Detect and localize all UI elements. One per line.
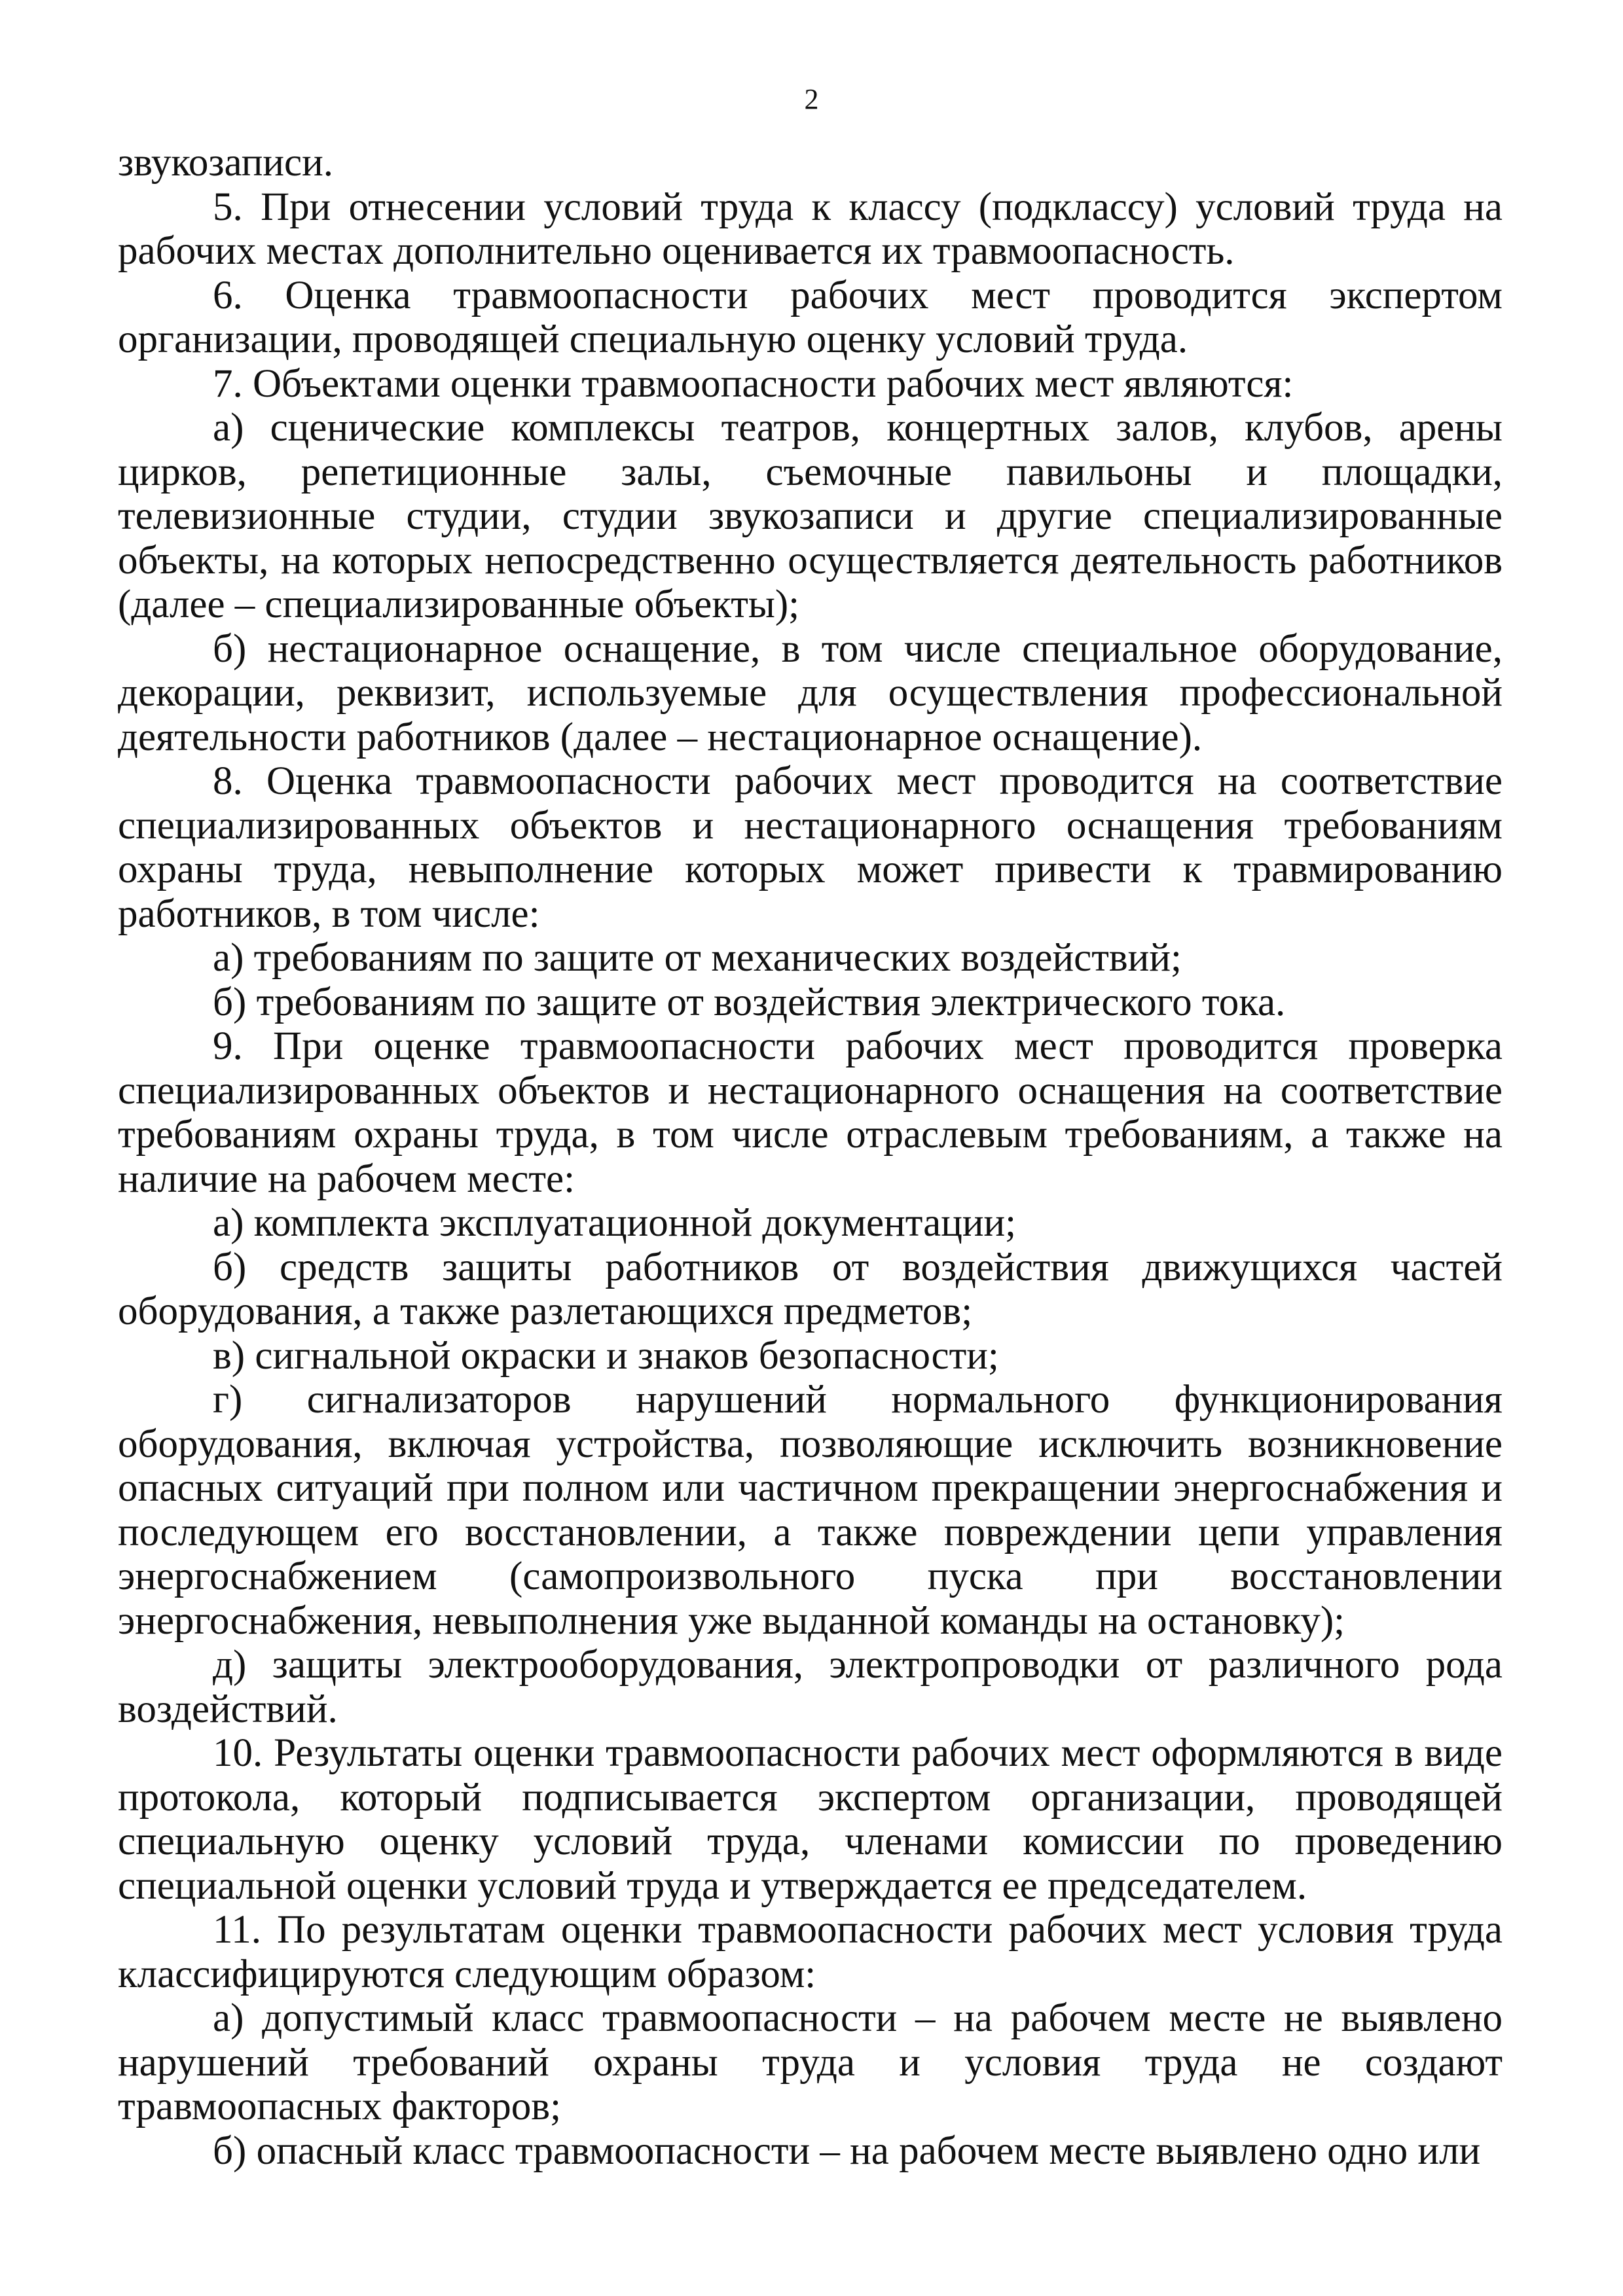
paragraph-item-9g: г) сигнализаторов нарушений нормального функционирования оборудования, включая устройства, позволяющие исключить возникновение опасных ситуаций при полном или частичном прекращении энергоснабжения и последующем его восстановлении, а также повреждении цепи управления энергоснабжением (самопроизвольного пуска при восстановлении энергоснабжения, невыполнения уже выданной команды на остановку); <box>118 1378 1503 1643</box>
paragraph-item-8a: а) требованиям по защите от механических воздействий; <box>213 936 1182 980</box>
paragraph-item-9d: д) защиты электрооборудования, электропроводки от различного рода воздействий. <box>118 1643 1503 1731</box>
paragraph-item-8b: б) требованиям по защите от воздействия электрического тока. <box>213 980 1286 1024</box>
paragraph-item-9b: б) средств защиты работников от воздействия движущихся частей оборудования, а также разлетающихся предметов; <box>118 1245 1503 1333</box>
paragraph-item-7a: а) сценические комплексы театров, концертных залов, клубов, арены цирков, репетиционные залы, съемочные павильоны и площадки, телевизионные студии, студии звукозаписи и другие специализированные объекты, на которых непосредственно осуществляется деятельность работников (далее – специализированные объекты); <box>118 406 1503 626</box>
paragraph-item-7: 7. Объектами оценки травмоопасности рабочих мест являются: <box>213 361 1294 406</box>
paragraph-item-6: 6. Оценка травмоопасности рабочих мест проводится экспертом организации, проводящей специальную оценку условий труда. <box>118 273 1503 361</box>
paragraph-item-9v: в) сигнальной окраски и знаков безопасности; <box>213 1333 999 1378</box>
page-number: 2 <box>804 83 819 115</box>
paragraph-item-9: 9. При оценке травмоопасности рабочих мест проводится проверка специализированных объектов и нестационарного оснащения на соответствие требованиям охраны труда, в том числе отраслевым требованиям, а также на наличие на рабочем месте: <box>118 1024 1503 1201</box>
document-body <box>118 141 1503 2173</box>
paragraph-item-11a: а) допустимый класс травмоопасности – на рабочем месте не выявлено нарушений требований охраны труда и условия труда не создают травмоопасных факторов; <box>118 1996 1503 2128</box>
paragraph-item-11: 11. По результатам оценки травмоопасности рабочих мест условия труда классифицируются следующим образом: <box>118 1908 1503 1996</box>
paragraph-continuation: звукозаписи. <box>118 141 333 185</box>
paragraph-item-7b: б) нестационарное оснащение, в том числе специальное оборудование, декорации, реквизит, используемые для осуществления профессиональной деятельности работников (далее – нестационарное оснащение). <box>118 626 1503 759</box>
paragraph-item-11b: б) опасный класс травмоопасности – на рабочем месте выявлено одно или <box>213 2128 1481 2173</box>
paragraph-item-9a: а) комплекта эксплуатационной документации; <box>213 1201 1017 1245</box>
paragraph-item-8: 8. Оценка травмоопасности рабочих мест проводится на соответствие специализированных объектов и нестационарного оснащения требованиям охраны труда, невыполнение которых может привести к травмированию работников, в том числе: <box>118 759 1503 936</box>
paragraph-item-10: 10. Результаты оценки травмоопасности рабочих мест оформляются в виде протокола, который подписывается экспертом организации, проводящей специальную оценку условий труда, членами комиссии по проведению специальной оценки условий труда и утверждается ее председателем. <box>118 1731 1503 1908</box>
paragraph-item-5: 5. При отнесении условий труда к классу (подклассу) условий труда на рабочих местах дополнительно оценивается их травмоопасность. <box>118 185 1503 273</box>
